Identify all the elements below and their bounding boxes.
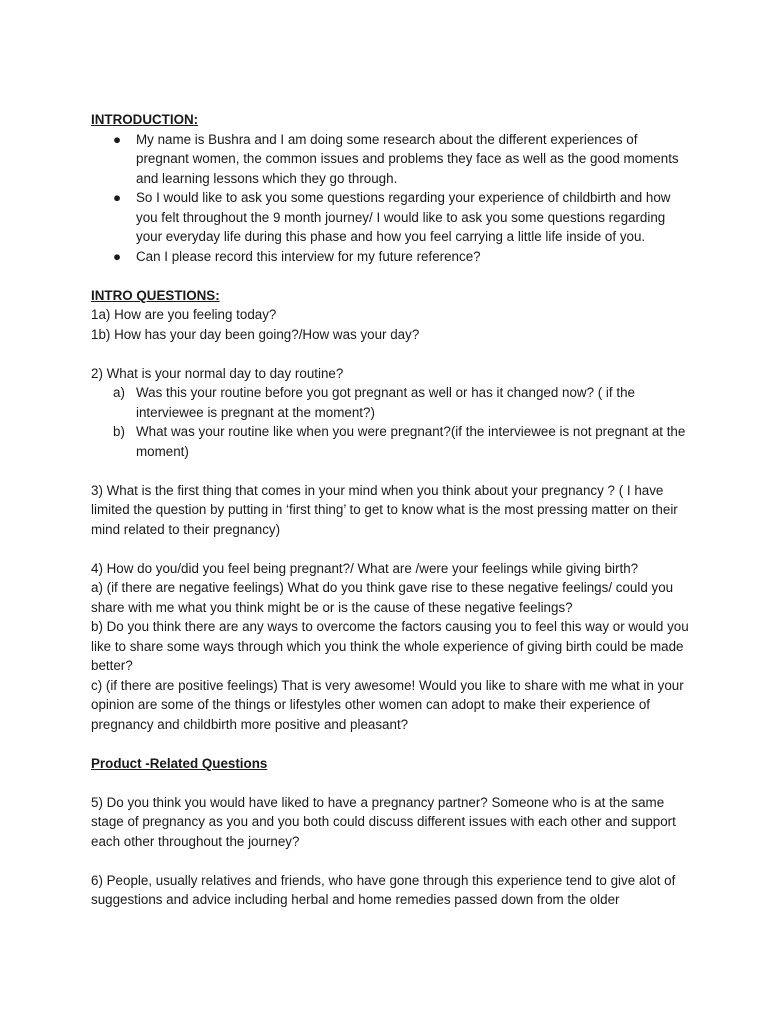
list-item	[91, 422, 691, 461]
document-page	[91, 110, 691, 910]
list-item	[91, 188, 691, 247]
list-item	[91, 130, 691, 189]
question-5: 5) Do you think you would have liked to have a pregnancy partner? Someone who is at the same stage of pregnancy as you and you both could discuss different issues with each other and support each other throughout the journey?	[91, 794, 676, 849]
introduction-heading: INTRODUCTION:	[91, 112, 199, 127]
question-2-sub-list	[91, 383, 691, 461]
list-item	[91, 247, 691, 267]
question-1a: 1a) How are you feeling today?	[91, 307, 277, 322]
question-2: 2) What is your normal day to day routine?	[91, 365, 344, 381]
intro-questions-heading: INTRO QUESTIONS:	[91, 287, 220, 303]
sub-marker: a)	[113, 385, 125, 400]
bullet-text: My name is Bushra and I am doing some research about the different experiences of pregnant women, the common issues and problems they face as well as the good moments and learning lessons which they go through.	[136, 131, 679, 186]
introduction-bullet-list	[91, 130, 691, 267]
bullet-icon: ●	[113, 248, 122, 264]
question-6: 6) People, usually relatives and friends, who have gone through this experience tend to give alot of suggestions and advice including herbal and home remedies passed down from the older	[91, 872, 676, 907]
question-4b: b) Do you think there are any ways to overcome the factors causing you to feel this way or would you like to share some ways through which you think the whole experience of giving birth could be made better?	[91, 619, 689, 673]
sub-question-text: What was your routine like when you were pregnant?(if the interviewee is not pregnant at the moment)	[136, 424, 686, 459]
bullet-icon: ●	[113, 131, 122, 147]
bullet-icon: ●	[113, 190, 122, 205]
list-item	[91, 383, 691, 422]
bullet-text: So I would like to ask you some questions regarding your experience of childbirth and how you felt throughout the 9 month journey/ I would like to ask you some questions regarding your everyday life during this phase and how you feel carrying a little life inside of you.	[136, 190, 671, 244]
question-3: 3) What is the first thing that comes in your mind when you think about your pregnancy ? ( I have limited the question by putting in ‘first thing’ to get to know what is the most pressing matter on their mind related to their pregnancy)	[91, 482, 678, 537]
sub-question-text: Was this your routine before you got pregnant as well or has it changed now? ( if the interviewee is pregnant at the moment?)	[136, 385, 635, 420]
sub-marker: b)	[113, 424, 125, 439]
bullet-text: Can I please record this interview for my future reference?	[136, 248, 481, 264]
question-4: 4) How do you/did you feel being pregnant?/ What are /were your feelings while giving birth?	[91, 560, 639, 576]
question-4a: a) (if there are negative feelings) What do you think gave rise to these negative feelings/ could you share with me what you think might be or is the cause of these negative feelings?	[91, 580, 674, 615]
question-4c: c) (if there are positive feelings) That is very awesome! Would you like to share with me what in your opinion are some of the things or lifestyles other women can adopt to make their experience of pregnancy and childbirth more positive and pleasant?	[91, 677, 684, 732]
question-1b: 1b) How has your day been going?/How was your day?	[91, 326, 420, 342]
product-questions-heading: Product -Related Questions	[91, 755, 268, 771]
